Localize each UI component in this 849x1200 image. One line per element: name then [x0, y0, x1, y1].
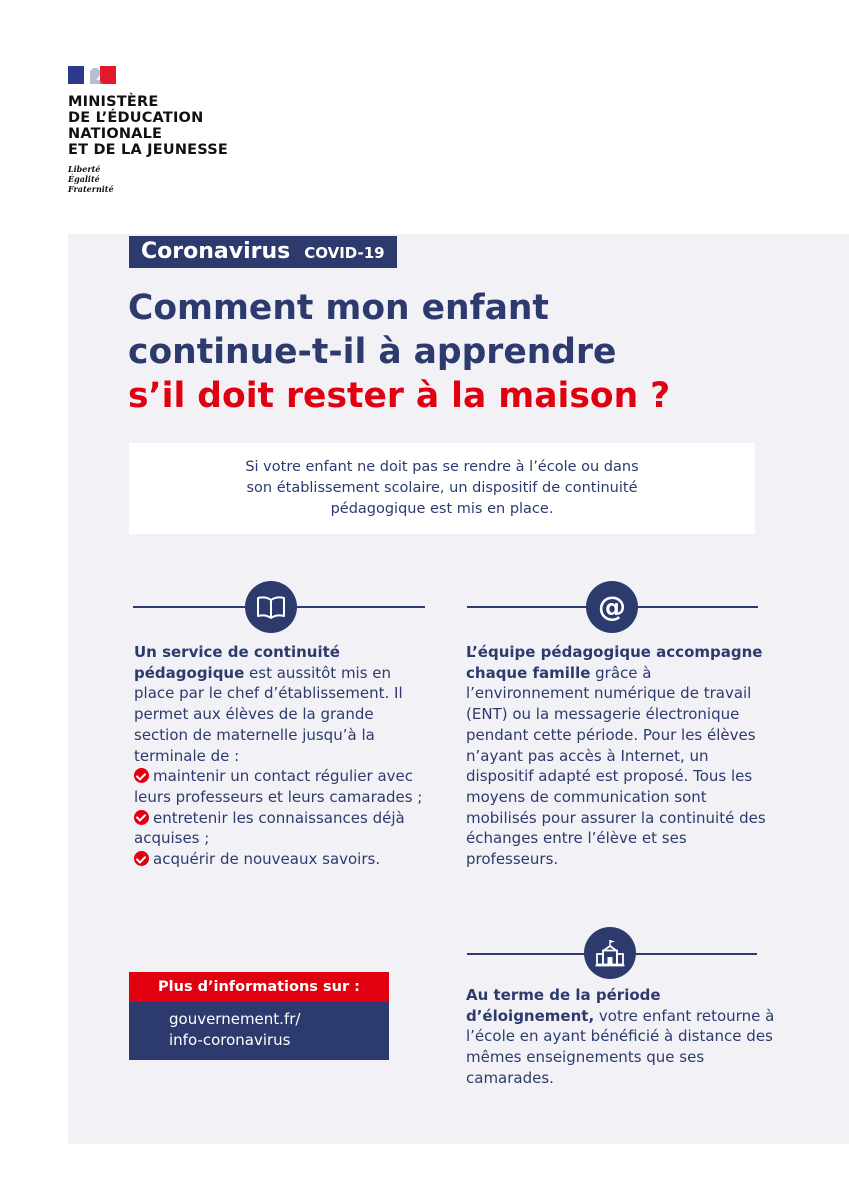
tag-subtitle: COVID-19	[304, 244, 385, 262]
list-item: entretenir les connaissances déjà acquises ;	[134, 808, 405, 848]
check-icon	[134, 768, 149, 783]
at-icon-badge	[586, 581, 638, 633]
french-flag-icon	[68, 66, 116, 84]
book-icon-badge	[245, 581, 297, 633]
intro-text: Si votre enfant ne doit pas se rendre à l’école ou dans son établissement scolaire, un dispositif de continuité pédagogique est mis en place.	[245, 459, 639, 517]
page-title	[128, 286, 748, 418]
list-item: acquérir de nouveaux savoirs.	[134, 849, 429, 870]
title-line-1: Comment mon enfant	[128, 288, 549, 328]
ministry-logo	[68, 66, 228, 194]
more-info-header: Plus d’informations sur :	[129, 972, 389, 1002]
left-lead: Un service de continuité pédagogique est aussitôt mis en place par le chef d’établissement. Il permet aux élèves de la grande section de maternelle jusqu’à la terminale de :	[134, 643, 403, 765]
republic-motto: Liberté Égalité Fraternité	[68, 164, 114, 194]
left-column	[134, 642, 429, 870]
title-line-2: continue-t-il à apprendre	[128, 332, 617, 372]
book-icon	[256, 595, 286, 619]
title-line-3: s’il doit rester à la maison ?	[128, 376, 671, 416]
more-info-box	[129, 972, 389, 1060]
school-icon-badge	[584, 927, 636, 979]
school-icon	[594, 938, 626, 968]
at-icon: @	[598, 590, 626, 623]
list-item: maintenir un contact régulier avec leurs professeurs et leurs camarades ;	[134, 767, 423, 806]
intro-box	[129, 443, 755, 534]
right-column	[466, 642, 766, 870]
covid-tag	[129, 236, 397, 268]
check-icon	[134, 851, 149, 866]
tag-title: Coronavirus	[141, 239, 291, 264]
bottom-right-text: Au terme de la période d’éloignement, votre enfant retourne à l’école en ayant bénéficié à distance des mêmes enseignements que ses camarades.	[466, 986, 775, 1087]
check-icon	[134, 810, 149, 825]
ministry-name: MINISTÈRE DE L’ÉDUCATION NATIONALE ET DE LA JEUNESSE	[68, 94, 228, 158]
right-lead: L’équipe pédagogique accompagne chaque famille grâce à l’environnement numérique de travail (ENT) ou la messagerie électronique pendant cette période. Pour les élèves n’ayant pas accès à Internet, un dispositif adapté est proposé. Tous les moyens de communication sont mobilisés pour assurer la continuité des échanges entre l’élève et ses professeurs.	[466, 643, 766, 869]
more-info-link[interactable]: gouvernement.fr/ info-coronavirus	[129, 1002, 389, 1060]
